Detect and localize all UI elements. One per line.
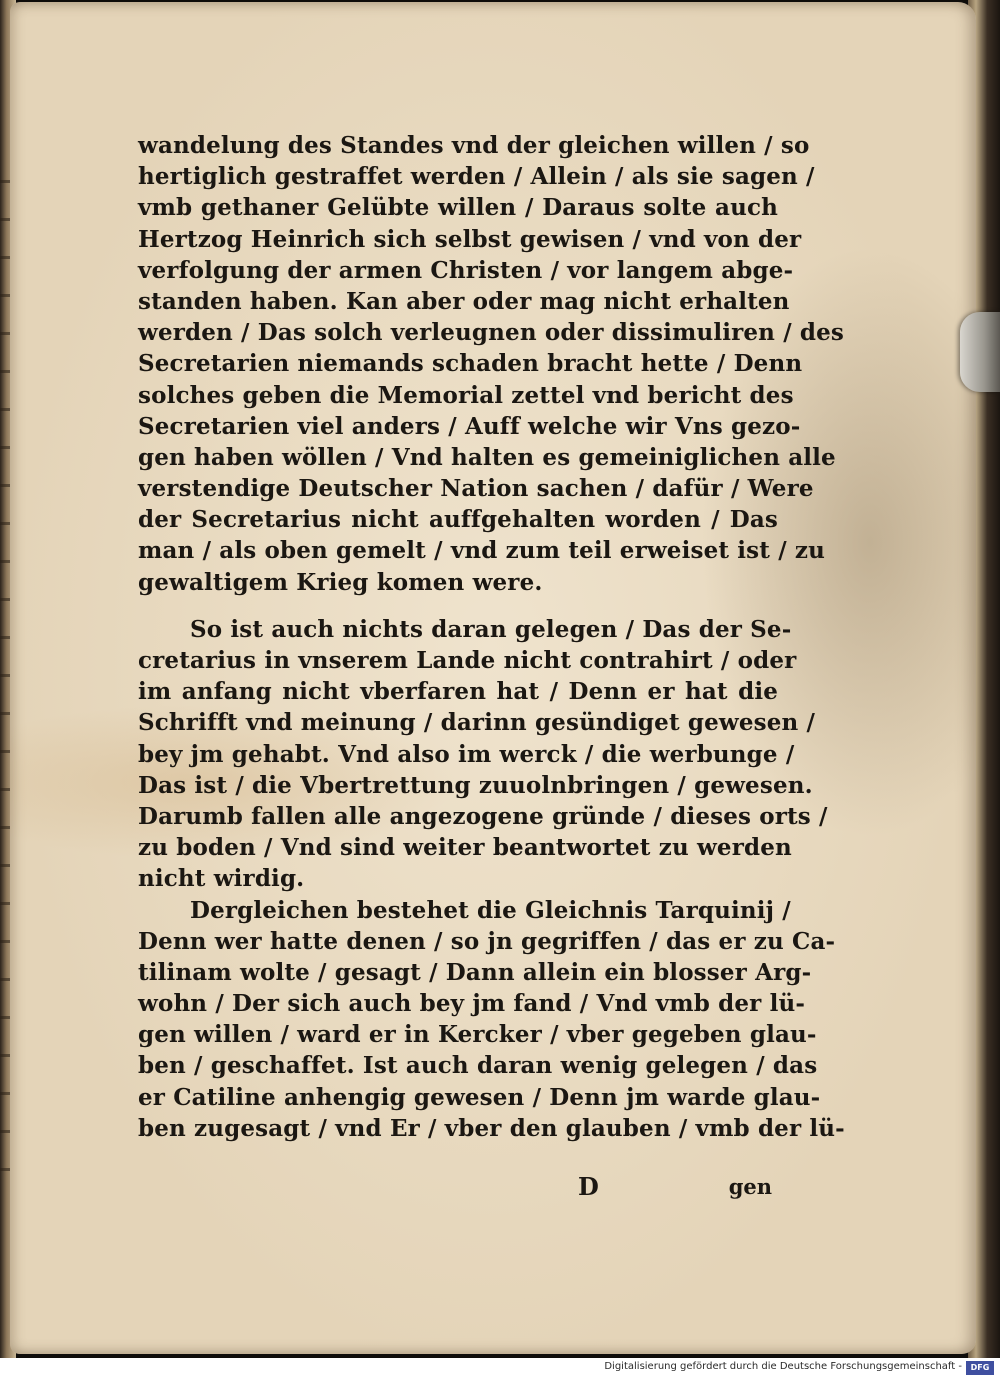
text-line: wohn / Der sich auch bey jm fand / Vnd vmb der lü-	[138, 990, 806, 1018]
paragraph-gap	[138, 598, 778, 614]
text-line: gewaltigem Krieg komen were.	[138, 568, 543, 596]
dfg-logo: DFG	[966, 1361, 994, 1375]
text-line: Darumb fallen alle angezogene gründe / dieses orts /	[138, 802, 828, 830]
text-line: Hertzog Heinrich sich selbst gewisen / vnd von der	[138, 225, 802, 253]
paragraph	[138, 895, 845, 1145]
page-clip	[960, 312, 1000, 392]
text-line: hertiglich gestraffet werden / Allein / als sie sagen /	[138, 163, 815, 191]
text-line: Secretarien niemands schaden bracht hette / Denn	[138, 350, 803, 378]
text-line: ben / geschaffet. Ist auch daran wenig gelegen / das	[138, 1052, 818, 1080]
paragraph	[138, 130, 845, 598]
text-line: vmb gethaner Gelübte willen / Daraus solte auch	[138, 194, 778, 222]
signature-mark: D	[578, 1172, 599, 1201]
text-line: ben zugesagt / vnd Er / vber den glauben / vmb der lü-	[138, 1114, 845, 1142]
text-line: Dergleichen bestehet die Gleichnis Tarquinij /	[190, 896, 791, 924]
text-line: So ist auch nichts daran gelegen / Das der Se-	[190, 615, 792, 643]
text-line: er Catiline anhengig gewesen / Denn jm warde glau-	[138, 1083, 821, 1111]
credit-bar	[0, 1358, 1000, 1379]
text-line: man / als oben gemelt / vnd zum teil erweiset ist / zu	[138, 537, 826, 565]
text-line: im anfang nicht vberfaren hat / Denn er hat die	[138, 678, 778, 706]
book-page	[10, 2, 976, 1354]
text-line: Schrifft vnd meinung / darinn gesündiget gewesen /	[138, 709, 816, 737]
page-footer	[138, 1168, 778, 1208]
text-line: solches geben die Memorial zettel vnd bericht des	[138, 381, 794, 409]
text-line: wandelung des Standes vnd der gleichen willen / so	[138, 132, 810, 159]
text-line: Secretarien viel anders / Auff welche wir Vns gezo-	[138, 412, 801, 440]
text-line: verfolgung der armen Christen / vor langem abge-	[138, 256, 794, 284]
text-line: zu boden / Vnd sind weiter beantwortet zu werden	[138, 834, 792, 862]
text-line: verstendige Deutscher Nation sachen / dafür / Were	[138, 475, 814, 503]
text-line: cretarius in vnserem Lande nicht contrahirt / oder	[138, 647, 797, 674]
body-text	[138, 130, 845, 1144]
text-line: der Secretarius nicht auffgehalten worden / Das	[138, 506, 778, 534]
text-line: standen haben. Kan aber oder mag nicht erhalten	[138, 287, 790, 315]
catchword: gen	[728, 1174, 772, 1199]
funding-credit: Digitalisierung gefördert durch die Deutsche Forschungsgemeinschaft -	[604, 1361, 962, 1372]
text-line: Das ist / die Vbertrettung zuuolnbringen / gewesen.	[138, 771, 813, 799]
text-line: tilinam wolte / gesagt / Dann allein ein blosser Arg-	[138, 958, 812, 986]
paragraph	[138, 614, 828, 895]
text-line: gen willen / ward er in Kercker / vber gegeben glau-	[138, 1021, 817, 1049]
text-line: nicht wirdig.	[138, 865, 305, 893]
text-line: bey jm gehabt. Vnd also im werck / die werbunge /	[138, 740, 795, 768]
text-line: gen haben wöllen / Vnd halten es gemeiniglichen alle	[138, 443, 836, 471]
text-line: werden / Das solch verleugnen oder dissimuliren / des	[138, 319, 845, 347]
text-line: Denn wer hatte denen / so jn gegriffen / das er zu Ca-	[138, 927, 836, 955]
